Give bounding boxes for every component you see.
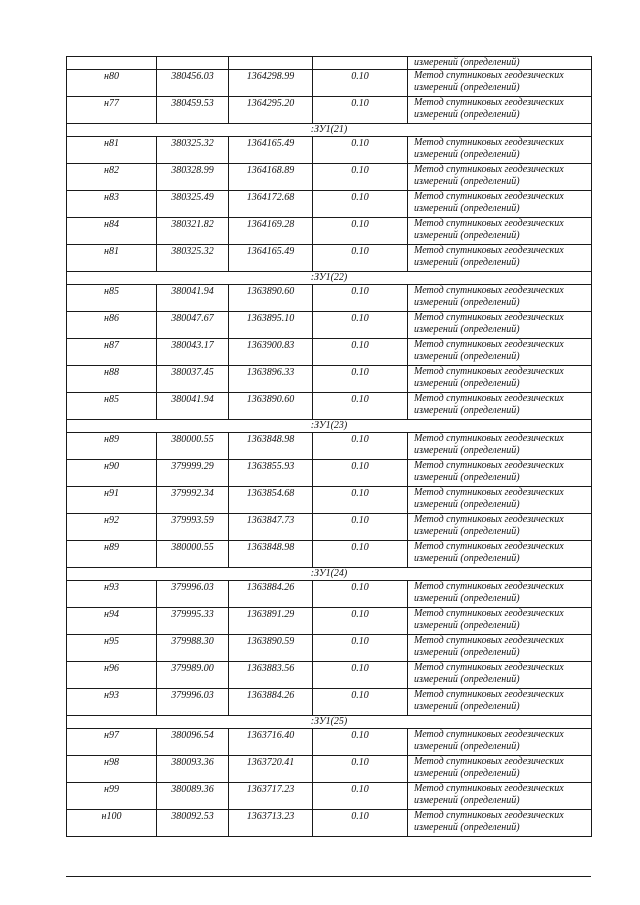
method-line: Метод спутниковых геодезических [414, 662, 564, 673]
method-line: измерений (определений) [414, 620, 520, 631]
y-coordinate-cell: 1363720.41 [229, 756, 313, 783]
method-cell [408, 433, 592, 460]
y-coordinate-cell: 1363855.93 [229, 460, 313, 487]
method-line: Метод спутниковых геодезических [414, 783, 564, 794]
x-coordinate-cell: 379993.59 [157, 514, 229, 541]
x-coordinate-cell: 380092.53 [157, 810, 229, 837]
method-line: Метод спутниковых геодезических [414, 514, 564, 525]
point-name-cell: н99 [67, 783, 157, 810]
table-row [67, 635, 592, 662]
accuracy-cell: 0.10 [313, 729, 408, 756]
x-coordinate-cell: 380037.45 [157, 366, 229, 393]
table-row [67, 689, 592, 716]
point-name-cell: н88 [67, 366, 157, 393]
point-name-cell: н86 [67, 312, 157, 339]
x-coordinate-cell: 379996.03 [157, 581, 229, 608]
y-coordinate-cell: 1363717.23 [229, 783, 313, 810]
y-coordinate-cell: 1363848.98 [229, 541, 313, 568]
method-line: Метод спутниковых геодезических [414, 312, 564, 323]
accuracy-cell: 0.10 [313, 245, 408, 272]
table-row [67, 70, 592, 97]
table-row [67, 581, 592, 608]
x-coordinate-cell: 380041.94 [157, 393, 229, 420]
y-coordinate-cell: 1363890.60 [229, 393, 313, 420]
table-row [67, 245, 592, 272]
method-line: Метод спутниковых геодезических [414, 285, 564, 296]
method-line: измерений (определений) [414, 203, 520, 214]
y-coordinate-cell: 1364298.99 [229, 70, 313, 97]
method-cell [408, 218, 592, 245]
method-line: измерений (определений) [414, 768, 520, 779]
method-cell [408, 487, 592, 514]
accuracy-cell: 0.10 [313, 514, 408, 541]
section-header-row [67, 716, 592, 729]
method-line: измерений (определений) [414, 741, 520, 752]
accuracy-cell: 0.10 [313, 460, 408, 487]
accuracy-cell: 0.10 [313, 541, 408, 568]
method-cell [408, 729, 592, 756]
table-row [67, 756, 592, 783]
y-coordinate-cell: 1364165.49 [229, 245, 313, 272]
method-line: измерений (определений) [414, 822, 520, 833]
accuracy-cell: 0.10 [313, 366, 408, 393]
point-name-cell: н91 [67, 487, 157, 514]
method-line: измерений (определений) [414, 176, 520, 187]
x-coordinate-cell: 380047.67 [157, 312, 229, 339]
coordinates-document [66, 56, 591, 837]
table-row [67, 662, 592, 689]
method-cell [408, 339, 592, 366]
point-name-cell: н85 [67, 285, 157, 312]
method-cell [408, 783, 592, 810]
method-cell [408, 756, 592, 783]
bottom-rule [66, 876, 591, 877]
accuracy-cell: 0.10 [313, 783, 408, 810]
x-coordinate-cell: 380043.17 [157, 339, 229, 366]
point-name-cell: н93 [67, 689, 157, 716]
method-cell [408, 393, 592, 420]
method-cell [408, 191, 592, 218]
method-line: измерений (определений) [414, 257, 520, 268]
method-line: Метод спутниковых геодезических [414, 245, 564, 256]
point-name-cell: н93 [67, 581, 157, 608]
point-name-cell: н82 [67, 164, 157, 191]
point-name-cell: н81 [67, 245, 157, 272]
table-row [67, 164, 592, 191]
method-line: Метод спутниковых геодезических [414, 635, 564, 646]
point-name-cell: н83 [67, 191, 157, 218]
method-cell [408, 581, 592, 608]
coordinates-table [66, 56, 592, 837]
method-cell [408, 689, 592, 716]
method-line: Метод спутниковых геодезических [414, 581, 564, 592]
method-line: измерений (определений) [414, 795, 520, 806]
y-coordinate-cell: 1363891.29 [229, 608, 313, 635]
x-coordinate-cell: 379988.30 [157, 635, 229, 662]
method-line: Метод спутниковых геодезических [414, 339, 564, 350]
x-coordinate-cell: 380000.55 [157, 541, 229, 568]
table-row [67, 366, 592, 393]
x-coordinate-cell: 379995.33 [157, 608, 229, 635]
point-name-cell: н77 [67, 97, 157, 124]
method-line: измерений (определений) [414, 647, 520, 658]
table-row [67, 460, 592, 487]
coordinates-table-body [67, 57, 592, 837]
table-row [67, 312, 592, 339]
y-coordinate-cell: 1364169.28 [229, 218, 313, 245]
x-coordinate-cell: 380459.53 [157, 97, 229, 124]
method-line: Метод спутниковых геодезических [414, 137, 564, 148]
x-coordinate-cell: 380321.82 [157, 218, 229, 245]
method-line: Метод спутниковых геодезических [414, 689, 564, 700]
table-row [67, 218, 592, 245]
method-line: измерений (определений) [414, 351, 520, 362]
method-line: Метод спутниковых геодезических [414, 393, 564, 404]
method-cell [408, 97, 592, 124]
table-row [67, 608, 592, 635]
table-row [67, 433, 592, 460]
point-name-cell: н95 [67, 635, 157, 662]
method-line: измерений (определений) [414, 674, 520, 685]
table-row [67, 97, 592, 124]
x-coordinate-cell: 379992.34 [157, 487, 229, 514]
point-name-cell: н94 [67, 608, 157, 635]
y-coordinate-cell: 1363900.83 [229, 339, 313, 366]
method-line: измерений (определений) [414, 297, 520, 308]
y-coordinate-cell: 1363848.98 [229, 433, 313, 460]
x-coordinate-cell: 380325.49 [157, 191, 229, 218]
method-line: Метод спутниковых геодезических [414, 729, 564, 740]
method-line: измерений (определений) [414, 82, 520, 93]
point-name-cell: н85 [67, 393, 157, 420]
continued-method-cell: измерений (определений) [408, 57, 592, 70]
method-line: Метод спутниковых геодезических [414, 97, 564, 108]
continued-row [67, 57, 592, 70]
point-name-cell: н89 [67, 541, 157, 568]
section-title: :ЗУ1(25) [67, 716, 592, 729]
method-line: Метод спутниковых геодезических [414, 164, 564, 175]
method-cell [408, 810, 592, 837]
accuracy-cell: 0.10 [313, 608, 408, 635]
section-header-row [67, 124, 592, 137]
method-line: Метод спутниковых геодезических [414, 70, 564, 81]
y-coordinate-cell: 1363890.59 [229, 635, 313, 662]
x-coordinate-cell: 380093.36 [157, 756, 229, 783]
method-line: измерений (определений) [414, 324, 520, 335]
method-line: Метод спутниковых геодезических [414, 541, 564, 552]
continued-accuracy-cell [313, 57, 408, 70]
table-row [67, 783, 592, 810]
continued-point-cell [67, 57, 157, 70]
accuracy-cell: 0.10 [313, 635, 408, 662]
method-line: Метод спутниковых геодезических [414, 218, 564, 229]
method-line: измерений (определений) [414, 526, 520, 537]
method-cell [408, 366, 592, 393]
accuracy-cell: 0.10 [313, 689, 408, 716]
accuracy-cell: 0.10 [313, 137, 408, 164]
method-line: измерений (определений) [414, 445, 520, 456]
table-row [67, 487, 592, 514]
section-title: :ЗУ1(21) [67, 124, 592, 137]
point-name-cell: н100 [67, 810, 157, 837]
y-coordinate-cell: 1364168.89 [229, 164, 313, 191]
accuracy-cell: 0.10 [313, 70, 408, 97]
y-coordinate-cell: 1363884.26 [229, 689, 313, 716]
table-row [67, 285, 592, 312]
x-coordinate-cell: 380325.32 [157, 137, 229, 164]
accuracy-cell: 0.10 [313, 191, 408, 218]
point-name-cell: н96 [67, 662, 157, 689]
point-name-cell: н87 [67, 339, 157, 366]
x-coordinate-cell: 380325.32 [157, 245, 229, 272]
accuracy-cell: 0.10 [313, 581, 408, 608]
y-coordinate-cell: 1363883.56 [229, 662, 313, 689]
accuracy-cell: 0.10 [313, 662, 408, 689]
method-cell [408, 70, 592, 97]
method-line: измерений (определений) [414, 109, 520, 120]
point-name-cell: н89 [67, 433, 157, 460]
method-cell [408, 312, 592, 339]
y-coordinate-cell: 1363713.23 [229, 810, 313, 837]
point-name-cell: н92 [67, 514, 157, 541]
method-line: измерений (определений) [414, 230, 520, 241]
x-coordinate-cell: 379996.03 [157, 689, 229, 716]
table-row [67, 191, 592, 218]
y-coordinate-cell: 1363716.40 [229, 729, 313, 756]
accuracy-cell: 0.10 [313, 393, 408, 420]
y-coordinate-cell: 1363890.60 [229, 285, 313, 312]
x-coordinate-cell: 380328.99 [157, 164, 229, 191]
accuracy-cell: 0.10 [313, 312, 408, 339]
x-coordinate-cell: 380096.54 [157, 729, 229, 756]
section-header-row [67, 568, 592, 581]
method-cell [408, 285, 592, 312]
method-line: измерений (определений) [414, 499, 520, 510]
point-name-cell: н98 [67, 756, 157, 783]
table-row [67, 393, 592, 420]
method-line: Метод спутниковых геодезических [414, 191, 564, 202]
table-row [67, 137, 592, 164]
section-header-row [67, 272, 592, 285]
x-coordinate-cell: 379989.00 [157, 662, 229, 689]
table-row [67, 541, 592, 568]
method-line: измерений (определений) [414, 701, 520, 712]
section-title: :ЗУ1(24) [67, 568, 592, 581]
method-line: Метод спутниковых геодезических [414, 608, 564, 619]
accuracy-cell: 0.10 [313, 164, 408, 191]
table-row [67, 729, 592, 756]
method-line: Метод спутниковых геодезических [414, 433, 564, 444]
accuracy-cell: 0.10 [313, 218, 408, 245]
section-header-row [67, 420, 592, 433]
accuracy-cell: 0.10 [313, 756, 408, 783]
method-cell [408, 514, 592, 541]
method-cell [408, 541, 592, 568]
y-coordinate-cell: 1363895.10 [229, 312, 313, 339]
method-cell [408, 460, 592, 487]
x-coordinate-cell: 379999.29 [157, 460, 229, 487]
table-row [67, 810, 592, 837]
method-line: измерений (определений) [414, 553, 520, 564]
method-line: Метод спутниковых геодезических [414, 460, 564, 471]
method-cell [408, 164, 592, 191]
accuracy-cell: 0.10 [313, 810, 408, 837]
accuracy-cell: 0.10 [313, 487, 408, 514]
method-cell [408, 635, 592, 662]
accuracy-cell: 0.10 [313, 97, 408, 124]
method-line: измерений (определений) [414, 378, 520, 389]
y-coordinate-cell: 1363854.68 [229, 487, 313, 514]
method-line: измерений (определений) [414, 405, 520, 416]
point-name-cell: н81 [67, 137, 157, 164]
continued-x-cell [157, 57, 229, 70]
y-coordinate-cell: 1364172.68 [229, 191, 313, 218]
method-cell [408, 608, 592, 635]
method-cell [408, 662, 592, 689]
point-name-cell: н97 [67, 729, 157, 756]
method-cell [408, 137, 592, 164]
x-coordinate-cell: 380041.94 [157, 285, 229, 312]
point-name-cell: н84 [67, 218, 157, 245]
table-row [67, 339, 592, 366]
method-line: Метод спутниковых геодезических [414, 810, 564, 821]
method-line: измерений (определений) [414, 593, 520, 604]
method-line: измерений (определений) [414, 149, 520, 160]
x-coordinate-cell: 380000.55 [157, 433, 229, 460]
accuracy-cell: 0.10 [313, 339, 408, 366]
y-coordinate-cell: 1364165.49 [229, 137, 313, 164]
x-coordinate-cell: 380456.03 [157, 70, 229, 97]
x-coordinate-cell: 380089.36 [157, 783, 229, 810]
y-coordinate-cell: 1363884.26 [229, 581, 313, 608]
table-row [67, 514, 592, 541]
method-line: Метод спутниковых геодезических [414, 487, 564, 498]
accuracy-cell: 0.10 [313, 433, 408, 460]
method-line: Метод спутниковых геодезических [414, 366, 564, 377]
point-name-cell: н80 [67, 70, 157, 97]
method-line: измерений (определений) [414, 472, 520, 483]
accuracy-cell: 0.10 [313, 285, 408, 312]
section-title: :ЗУ1(22) [67, 272, 592, 285]
point-name-cell: н90 [67, 460, 157, 487]
y-coordinate-cell: 1363847.73 [229, 514, 313, 541]
continued-y-cell [229, 57, 313, 70]
y-coordinate-cell: 1364295.20 [229, 97, 313, 124]
y-coordinate-cell: 1363896.33 [229, 366, 313, 393]
method-cell [408, 245, 592, 272]
method-line: Метод спутниковых геодезических [414, 756, 564, 767]
section-title: :ЗУ1(23) [67, 420, 592, 433]
